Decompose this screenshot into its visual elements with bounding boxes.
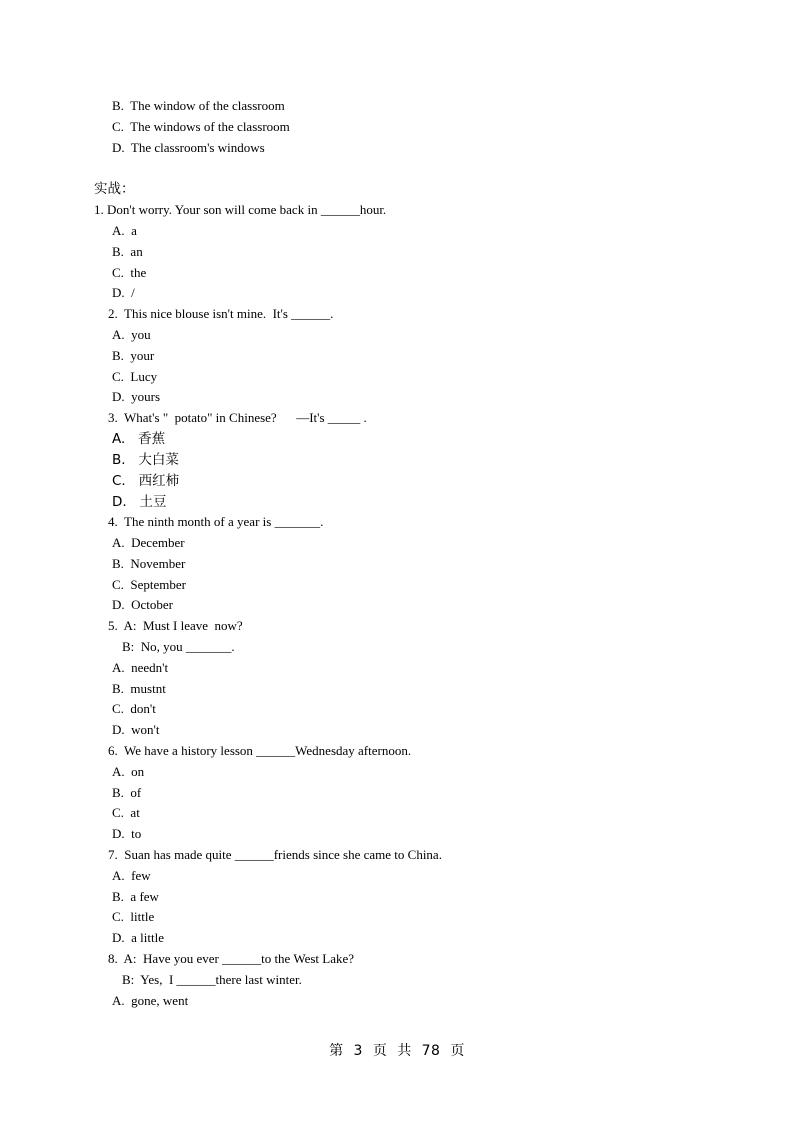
- q1-option-b: B. an: [112, 244, 143, 259]
- q8-option-a: A. gone, went: [112, 993, 189, 1008]
- q4-option-d: D. October: [112, 597, 174, 612]
- q1-option-d: D. /: [112, 285, 135, 300]
- q3-option-b: B. 大白菜: [112, 452, 179, 468]
- q6-option-a: A. on: [112, 764, 145, 779]
- question-8: 8. A: Have you ever ______to the West Lake?: [108, 951, 355, 966]
- section-title: 实战：: [94, 181, 135, 197]
- question-5: 5. A: Must I leave now?: [108, 618, 243, 633]
- q6-option-b: B. of: [112, 785, 142, 800]
- q5-option-a: A. needn't: [112, 660, 169, 675]
- q7-option-b: B. a few: [112, 889, 159, 904]
- q2-option-a: A. you: [112, 327, 151, 342]
- question-4: 4. The ninth month of a year is _______.: [108, 514, 324, 529]
- q4-option-b: B. November: [112, 556, 186, 571]
- q4-option-a: A. December: [112, 535, 185, 550]
- q5-option-b: B. mustnt: [112, 681, 166, 696]
- q2-option-c: C. Lucy: [112, 369, 158, 384]
- page-footer: 第 3 页 共 78 页: [329, 1043, 465, 1059]
- q3-option-d: D. 土豆: [112, 494, 167, 510]
- q6-option-d: D. to: [112, 826, 142, 841]
- q5-dialogue-b: B: No, you _______.: [122, 639, 235, 654]
- q2-option-d: D. yours: [112, 389, 161, 404]
- q5-option-c: C. don't: [112, 701, 156, 716]
- q7-option-d: D. a little: [112, 930, 164, 945]
- q3-option-c: C. 西红柿: [112, 473, 180, 489]
- q1-option-c: C. the: [112, 265, 147, 280]
- question-2: 2. This nice blouse isn't mine. It's ______.: [108, 306, 334, 321]
- question-7: 7. Suan has made quite ______friends since she came to China.: [108, 847, 442, 862]
- intro-option-b: B. The window of the classroom: [112, 98, 285, 113]
- question-1: 1. Don't worry. Your son will come back in ______hour.: [94, 202, 387, 217]
- q3-option-a: A. 香蕉: [112, 431, 166, 447]
- question-3: 3. What's " potato" in Chinese? —It's _____ .: [108, 410, 367, 425]
- q7-option-a: A. few: [112, 868, 151, 883]
- intro-option-d: D. The classroom's windows: [112, 140, 265, 155]
- intro-option-c: C. The windows of the classroom: [112, 119, 290, 134]
- q7-option-c: C. little: [112, 909, 155, 924]
- q5-option-d: D. won't: [112, 722, 160, 737]
- q6-option-c: C. at: [112, 805, 140, 820]
- q2-option-b: B. your: [112, 348, 155, 363]
- q1-option-a: A. a: [112, 223, 137, 238]
- q8-dialogue-b: B: Yes, I ______there last winter.: [122, 972, 302, 987]
- q4-option-c: C. September: [112, 577, 187, 592]
- question-6: 6. We have a history lesson ______Wednesday afternoon.: [108, 743, 412, 758]
